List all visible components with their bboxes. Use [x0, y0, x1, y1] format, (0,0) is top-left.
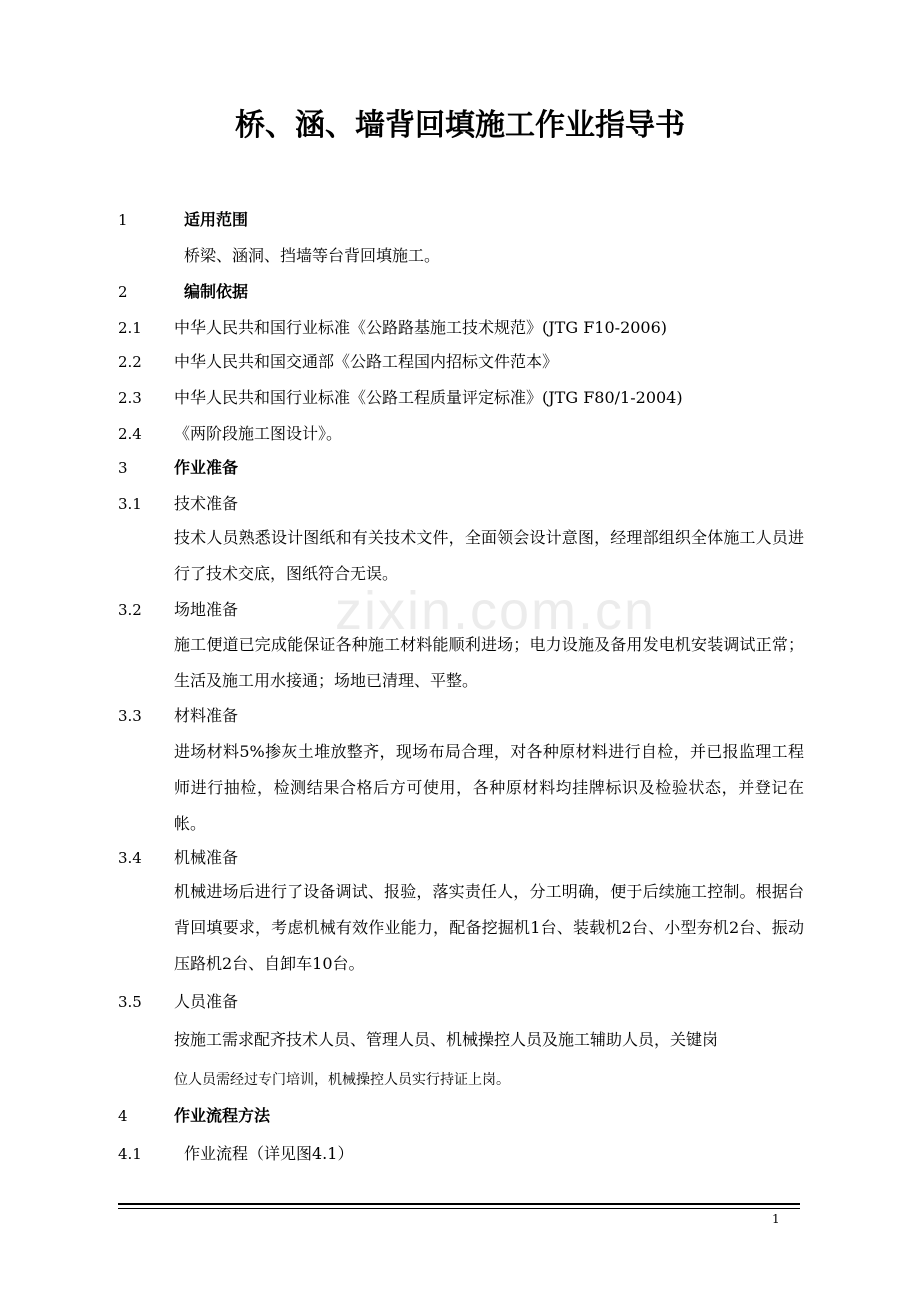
item-2-2-text: 中华人民共和国交通部《公路工程国内招标文件范本》 — [174, 352, 559, 371]
item-2-4-text: 《两阶段施工图设计》。 — [174, 424, 343, 443]
section-1-body: 桥梁、涵洞、挡墙等台背回填施工。 — [184, 246, 441, 265]
item-3-1-body: 技术人员熟悉设计图纸和有关技术文件，全面领会设计意图，经理部组织全体施工人员进行了技术交底，图纸符合无误。 — [174, 528, 804, 583]
item-3-4-number: 3.4 — [118, 849, 142, 867]
item-3-5-body-line-2: 位人员需经过专门培训，机械操控人员实行持证上岗。 — [174, 1072, 510, 1088]
footer-rule-thin — [118, 1208, 800, 1209]
item-3-4-heading: 机械准备 — [174, 848, 239, 867]
section-1-number: 1 — [118, 211, 128, 229]
item-2-3-number: 2.3 — [118, 389, 142, 407]
section-2-number: 2 — [118, 283, 128, 301]
item-3-5-body-line-1: 按施工需求配齐技术人员、管理人员、机械操控人员及施工辅助人员，关键岗 — [174, 1030, 719, 1049]
item-3-5-heading: 人员准备 — [174, 992, 239, 1011]
section-2-heading: 编制依据 — [184, 282, 249, 301]
item-3-2-heading: 场地准备 — [174, 600, 239, 619]
document-title: 桥、涵、墙背回填施工作业指导书 — [235, 108, 685, 143]
item-3-1-heading: 技术准备 — [174, 494, 239, 513]
item-2-2-number: 2.2 — [118, 353, 142, 371]
item-3-2-number: 3.2 — [118, 601, 142, 619]
section-4-number: 4 — [118, 1107, 128, 1125]
item-4-1-text: 作业流程（详见图4.1） — [184, 1144, 354, 1163]
section-1-heading: 适用范围 — [184, 210, 249, 229]
item-3-1-number: 3.1 — [118, 495, 142, 513]
item-3-2-body: 施工便道已完成能保证各种施工材料能顺利进场；电力设施及备用发电机安装调试正常；生活及施工用水接通；场地已清理、平整。 — [174, 635, 804, 690]
item-3-3-number: 3.3 — [118, 707, 142, 725]
section-4-heading: 作业流程方法 — [174, 1106, 271, 1125]
page-number: 1 — [772, 1212, 780, 1226]
item-4-1-number: 4.1 — [118, 1145, 142, 1163]
item-3-4-body: 机械进场后进行了设备调试、报验，落实责任人，分工明确，便于后续施工控制。根据台背回填要求，考虑机械有效作业能力，配备挖掘机1台、装载机2台、小型夯机2台、振动压路机2台、自卸车10台。 — [174, 882, 804, 973]
item-2-1-text: 中华人民共和国行业标准《公路路基施工技术规范》(JTG F10-2006) — [174, 318, 668, 337]
footer-rule-thick — [118, 1203, 800, 1205]
item-2-4-number: 2.4 — [118, 425, 142, 443]
item-3-3-body: 进场材料5%掺灰土堆放整齐，现场布局合理，对各种原材料进行自检，并已报监理工程师进行抽检，检测结果合格后方可使用，各种原材料均挂牌标识及检验状态，并登记在帐。 — [174, 742, 804, 833]
item-3-3-heading: 材料准备 — [174, 706, 239, 725]
item-2-1-number: 2.1 — [118, 319, 142, 337]
watermark: zixin.com.cn — [335, 581, 657, 641]
item-2-3-text: 中华人民共和国行业标准《公路工程质量评定标准》(JTG F80/1-2004) — [174, 388, 683, 407]
item-3-5-number: 3.5 — [118, 993, 142, 1011]
section-3-heading: 作业准备 — [174, 458, 239, 477]
section-3-number: 3 — [118, 459, 128, 477]
